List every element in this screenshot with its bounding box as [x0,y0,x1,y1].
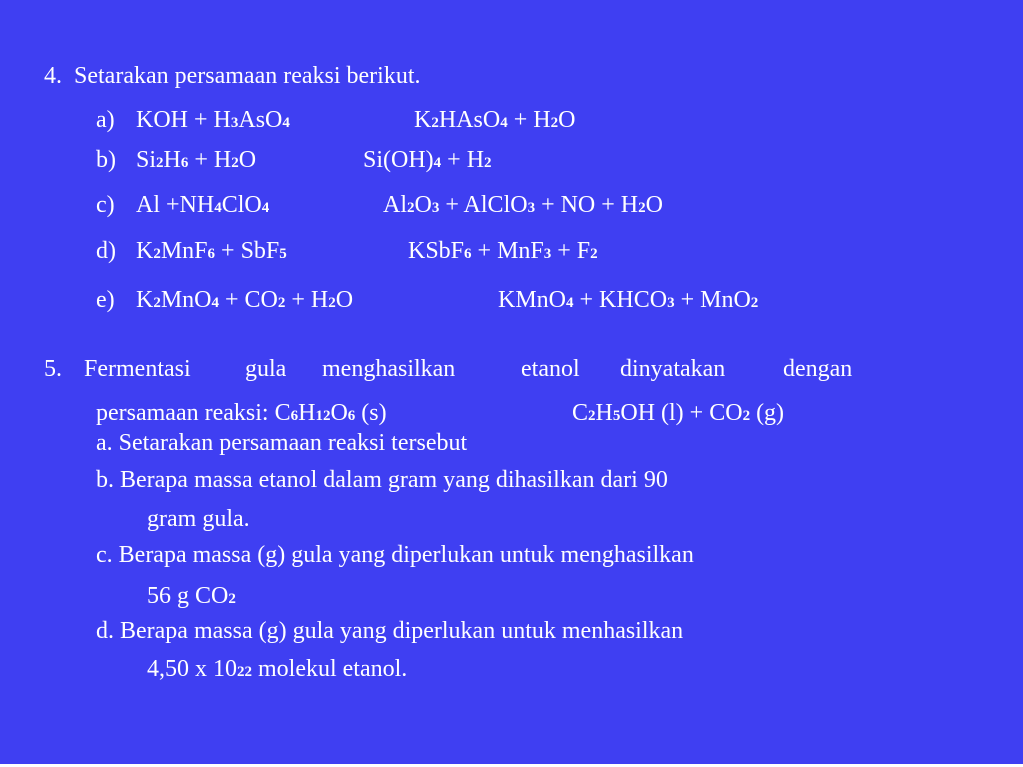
q4-item-d-right: KSbF6 + MnF3 + F2 [408,238,598,264]
q4-item-c-right: Al2O3 + AlClO3 + NO + H2O [383,192,663,218]
q4-item-d-left: K2MnF6 + SbF5 [136,238,287,264]
q5-number: 5. [44,356,62,382]
q5-word: gula [245,356,287,382]
q4-item-c-label: c) [96,192,115,218]
q5-word: dinyatakan [620,356,726,382]
q5-word: etanol [521,356,580,382]
q4-intro: Setarakan persamaan reaksi berikut. [74,63,421,89]
q4-item-e-label: e) [96,287,115,313]
q5-sub-b-line1: b. Berapa massa etanol dalam gram yang dihasilkan dari 90 [96,467,668,493]
q4-item-d-label: d) [96,238,116,264]
q4-item-e-left: K2MnO4 + CO2 + H2O [136,287,354,313]
q5-sub-d-line2: 4,50 x 1022 molekul etanol. [147,656,408,682]
q4-number: 4. [44,63,62,89]
q5-word: menghasilkan [322,356,456,382]
q4-item-a-right: K2HAsO4 + H2O [414,107,576,133]
q5-sub-b-line2: gram gula. [147,506,250,532]
q4-item-a-left: KOH + H3AsO4 [136,107,290,133]
q4-item-b-label: b) [96,147,116,173]
q5-sub-c-line2: 56 g CO2 [147,583,236,609]
q4-item-b-right: Si(OH)4 + H2 [363,147,492,173]
q5-word: dengan [783,356,853,382]
q5-word: Fermentasi [84,356,191,382]
q4-heading [44,62,421,90]
q4-item-a-label: a) [96,107,115,133]
q5-sub-a: a. Setarakan persamaan reaksi tersebut [96,430,468,456]
q4-item-b-left: Si2H6 + H2O [136,147,257,173]
q5-eq-right: C2H5OH (l) + CO2 (g) [572,400,785,426]
q5-sub-d-line1: d. Berapa massa (g) gula yang diperlukan untuk menhasilkan [96,618,684,644]
q5-eq-left: persamaan reaksi: C6H12O6 (s) [96,400,387,426]
q4-item-c-left: Al +NH4ClO4 [136,192,270,218]
q5-sub-c-line1: c. Berapa massa (g) gula yang diperlukan untuk menghasilkan [96,542,694,568]
q4-item-e-right: KMnO4 + KHCO3 + MnO2 [498,287,759,313]
